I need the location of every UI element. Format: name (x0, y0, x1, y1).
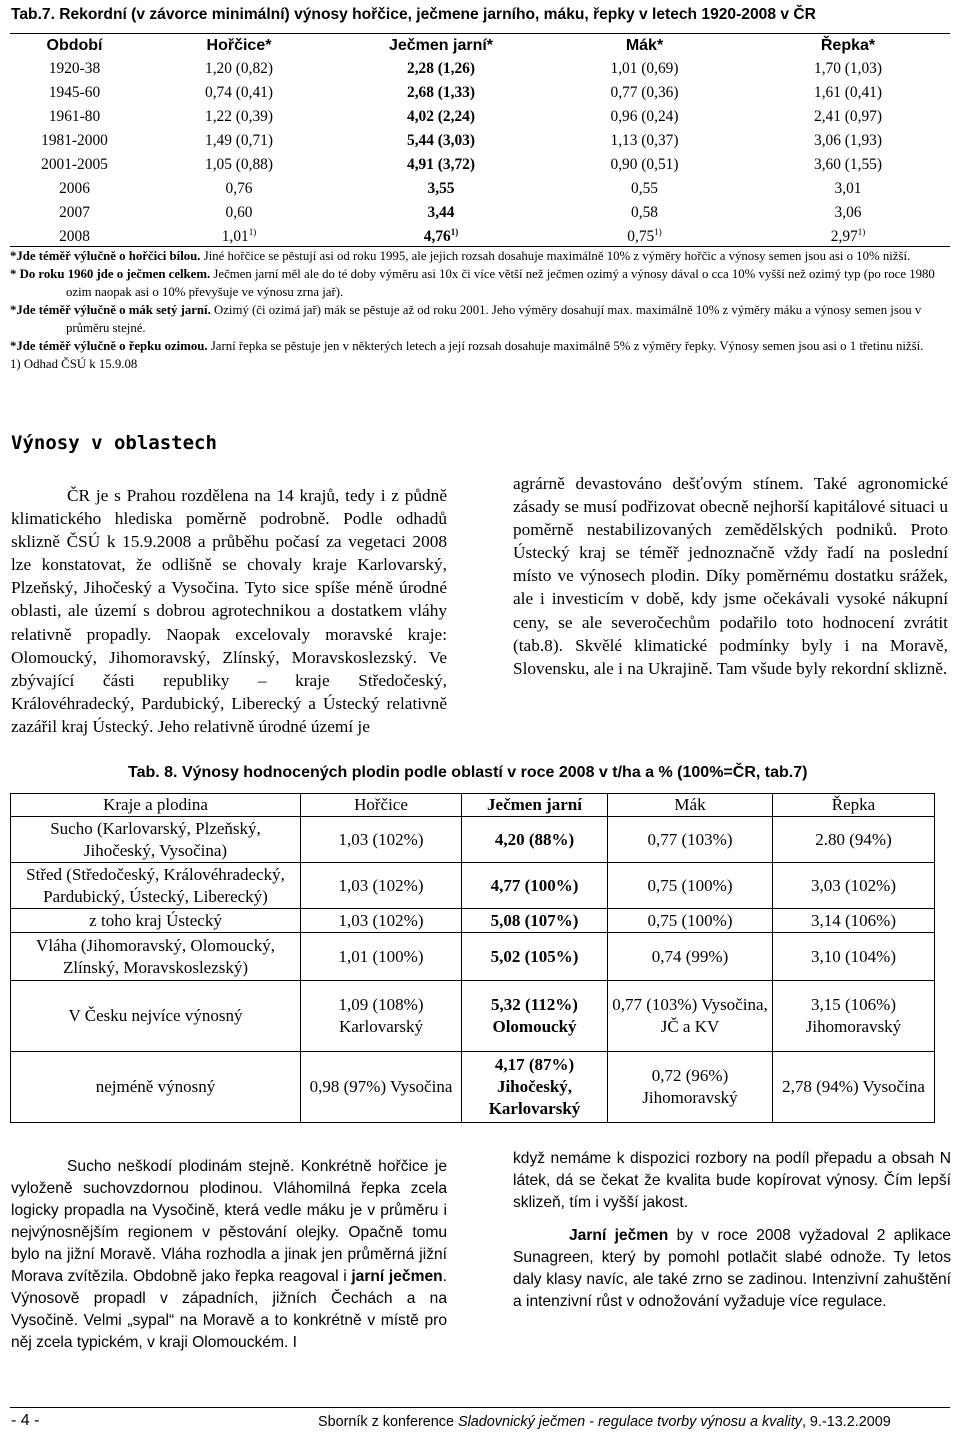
table7-header-cell: Období (46, 37, 103, 54)
table7-cell: 0,76 (225, 180, 253, 197)
table7-cell: 2001-2005 (41, 156, 108, 173)
table7-cell: 0,74 (0,41) (205, 84, 273, 101)
table8-cell: 5,02 (105%) (462, 933, 608, 981)
note-text: Jarní řepka se pěstuje jen v některých letech a její rozsah dosahuje maximálně 5% z výměry řepky. Výnosy semen jsou asi o 1 třetinu nižší. (207, 339, 924, 353)
table-row (11, 863, 935, 909)
note-text: Ječmen jarní měl ale do té doby výměru asi 10x či více větší než ječmen ozimý a výnosy dával o cca 10% vyšší než ozimý typ (po roce 1980 ozim naopak asi o 10% převyšuje ve výnosu zrna jař). (66, 267, 935, 299)
body-text-right-lower (513, 1148, 951, 1313)
paragraph-text: Sucho neškodí plodinám stejně. Konkrétně hořčice je vyloženě suchovzdornou plodinou. Vláhomilná řepka zcela logicky propadla na Vysočině, která vedle máku je v průměru i nejvýnosnějším regionem v pěstování olejky. Opačně tomu bylo na jižní Moravě. Vláha rozhodla a jinak jen průměrná jižní Morava zvítězila. Obdobně jako řepka reagoval i (11, 1158, 447, 1285)
table7-notes (10, 247, 955, 373)
section-heading: Výnosy v oblastech (11, 432, 217, 454)
table7-cell: 3,44 (427, 204, 455, 221)
note (10, 301, 955, 337)
note-text: Jiné hořčice se pěstují asi od roku 1995, ale jejich rozsah dosahuje maximálně 10% z výměry hořčic a výnosy semen jsou asi o 10% nižší. (200, 249, 911, 263)
footer-title: Sladovnický ječmen - regulace tvorby výnosu a kvality (458, 1414, 802, 1430)
table7-cell: 4,02 (2,24) (407, 108, 475, 125)
table7-cell: 1920-38 (48, 60, 101, 77)
body-text-left-lower (11, 1156, 447, 1354)
table8-cell: 3,10 (104%) (773, 933, 935, 981)
table7-cell: 2008 (59, 228, 90, 245)
cell-value: 1,01 (221, 228, 249, 245)
table8-cell: nejméně výnosný (11, 1052, 301, 1123)
table7-cell: 3,06 (834, 204, 862, 221)
footnote-marker: 1) (450, 227, 459, 237)
table8-header-cell: Kraje a plodina (11, 794, 301, 817)
note (10, 355, 955, 373)
table7-cell: 5,44 (3,03) (407, 132, 475, 149)
paragraph-text: by v roce 2008 vyžadoval 2 aplikace Sunagreen, který by pomohl potlačit slabé odnože. Ty letos daly klasy navíc, ale také zrno se zadinou. Intenzivní zahuštění a intenzivní růst v odnožování vyžaduje více regulace. (513, 1227, 951, 1310)
table7-cell: 2006 (59, 180, 90, 197)
table8 (10, 793, 935, 1123)
cell-value: 2,97 (830, 228, 858, 245)
table7-cell: 1961-80 (48, 108, 101, 125)
table8-title: Tab. 8. Výnosy hodnocených plodin podle oblastí v roce 2008 v t/ha a % (100%=ČR, tab.7) (128, 764, 808, 781)
body-text-right: agrárně devastováno dešťovým stínem. Také agronomické zásady se musí podřizovat obecně nejhorší kapitálové situaci u poměrně nestabilizovaných zemědělských podniků. Proto Ústecký kraj se téměř jednoznačně vždy řadí na poslední místo ve výnosech plodin. Díky poměrnému dostatku srážek, ale i investicím v době, kdy jsme očekávali vysoké nákupní ceny, se ale severočechům podařilo toto hodnocení zvrátit (tab.8). Skvělé klimatické podmínky byly i na Moravě, Slovensku, ale i na Ukrajině. Tam všude byly rekordní sklizně. (513, 474, 948, 678)
table7-cell: 2007 (59, 204, 90, 221)
table7-cell: 1,49 (0,71) (205, 132, 273, 149)
table7-cell: 2,68 (1,33) (407, 84, 475, 101)
table8-cell: 4,77 (100%) (462, 863, 608, 909)
table-row (10, 81, 950, 105)
paragraph-bold: Jarní ječmen (569, 1227, 669, 1244)
footnote-marker: 1) (248, 227, 257, 237)
table7-cell: 3,60 (1,55) (814, 156, 882, 173)
table7-cell: 1,61 (0,41) (814, 84, 882, 101)
footer-prefix: Sborník z konference (318, 1414, 458, 1430)
table7-cell: 3,55 (427, 180, 455, 197)
table8-cell: 5,32 (112%) Olomoucký (462, 981, 608, 1052)
table8-cell: Sucho (Karlovarský, Plzeňský, Jihočeský, Vysočina) (11, 817, 301, 863)
table-row (11, 1052, 935, 1123)
table7-cell: 0,96 (0,24) (610, 108, 679, 125)
cell-value: 4,76 (423, 228, 451, 245)
table7-header-row (10, 34, 950, 57)
table7-cell: 2,41 (0,97) (814, 108, 882, 125)
table8-cell: 3,14 (106%) (773, 909, 935, 933)
table8-cell: 1,03 (102%) (301, 817, 462, 863)
table8-cell: 0,74 (99%) (608, 933, 773, 981)
table-row (10, 201, 950, 225)
table7-cell: 0,90 (0,51) (610, 156, 679, 173)
paragraph: když nemáme k dispozici rozbory na podíl přepadu a obsah N látek, dá se čekat že kvalita bude kopírovat výnosy. Čím lepší sklizeň, tím i vyšší jakost. (513, 1150, 951, 1211)
footnote-marker: 1) (654, 227, 662, 237)
table7-cell: 1,01 (0,69) (610, 60, 679, 77)
table8-cell: 1,03 (102%) (301, 909, 462, 933)
footer-suffix: , 9.-13.2.2009 (801, 1414, 891, 1430)
table-row (11, 981, 935, 1052)
table7-cell: 3,01 (834, 180, 862, 197)
table8-cell: 2,78 (94%) Vysočina (773, 1052, 935, 1123)
table7-cell: 0,60 (225, 204, 253, 221)
table8-cell: 0,77 (103%) (608, 817, 773, 863)
table7-cell: 0,58 (631, 204, 658, 221)
table-row (10, 153, 950, 177)
table7-title: Tab.7. Rekordní (v závorce minimální) výnosy hořčice, ječmene jarního, máku, řepky v letech 1920-2008 v ČR (11, 6, 816, 23)
note-bold: *Jde téměř výlučně o řepku ozimou. (10, 339, 208, 353)
paragraph-bold: jarní ječmen (351, 1268, 443, 1285)
table7-cell: 1,13 (0,37) (610, 132, 679, 149)
table7-cell: 1,05 (0,88) (205, 156, 273, 173)
table8-cell: 3,03 (102%) (773, 863, 935, 909)
table8-cell: 4,17 (87%) Jihočeský, Karlovarský (462, 1052, 608, 1123)
table8-cell: 5,08 (107%) (462, 909, 608, 933)
table8-cell: 0,77 (103%) Vysočina, JČ a KV (608, 981, 773, 1052)
note-bold: *Jde téměř výlučně o mák setý jarní. (10, 303, 211, 317)
table7-cell: 1,20 (0,82) (205, 60, 273, 77)
table8-cell: 1,09 (108%) Karlovarský (301, 981, 462, 1052)
table-row (11, 909, 935, 933)
table8-cell: Vláha (Jihomoravský, Olomoucký, Zlínský, Moravskoslezský) (11, 933, 301, 981)
table7 (10, 34, 950, 249)
table8-header-cell: Mák (608, 794, 773, 817)
paragraph-text: . Výnosově propadl v západních, jižních Čechách a na Vysočině. Velmi „sypal“ na Moravě a to konkrétně v místě pro něj zcela typickém, v kraji Olomouckém. I (11, 1268, 448, 1351)
note-bold: *Jde téměř výlučně o hořčici bílou. (10, 249, 201, 263)
table8-header-cell: Ječmen jarní (462, 794, 608, 817)
table8-header-cell: Hořčice (301, 794, 462, 817)
table8-cell: 1,03 (102%) (301, 863, 462, 909)
footer-rule (10, 1407, 950, 1408)
table8-cell: 2.80 (94%) (773, 817, 935, 863)
table8-cell: z toho kraj Ústecký (11, 909, 301, 933)
table8-cell: 3,15 (106%) Jihomoravský (773, 981, 935, 1052)
page-number: - 4 - (11, 1412, 40, 1429)
table-row (11, 933, 935, 981)
table8-cell: V Česku nejvíce výnosný (11, 981, 301, 1052)
table8-cell: Střed (Středočeský, Královéhradecký, Pardubický, Ústecký, Liberecký) (11, 863, 301, 909)
table-row (10, 129, 950, 153)
table7-cell: 2,28 (1,26) (407, 60, 475, 77)
table7-cell: 1945-60 (48, 84, 101, 101)
body-text-left: ČR je s Prahou rozdělena na 14 krajů, tedy i z půdně klimatického hlediska poměrně podrobně. Podle odhadů sklizně ČSÚ k 15.9.2008 a průběhu počasí za vegetaci 2008 lze konstatovat, že odlišně se chovaly kraje Karlovarský, Plzeňský, Jihočeský a Vysočina. Tyto sice spíše méně úrodné oblasti, ale území s dobrou agrotechnikou a dostatkem vláhy relativně propadly. Naopak excelovaly moravské kraje: Olomoucký, Jihomoravský, Zlínský, Moravskoslezský. Ve zbývající části republiky – kraje Středočeský, Královéhradecký, Pardubický, Liberecký a Ústecký relativně zazářil kraj Ústecký. Jeho relativně úrodné území je (11, 486, 447, 736)
table7-cell: 3,06 (1,93) (814, 132, 882, 149)
table-row (10, 57, 950, 81)
table7-header-cell: Mák* (625, 37, 664, 54)
table7-cell: 0,55 (631, 180, 658, 197)
table8-header-cell: Řepka (773, 794, 935, 817)
table7-cell: 4,91 (3,72) (407, 156, 475, 173)
note (10, 247, 955, 265)
table7-cell: 0,77 (0,36) (610, 84, 679, 101)
table7-cell: 1981-2000 (41, 132, 108, 149)
table8-cell: 0,98 (97%) Vysočina (301, 1052, 462, 1123)
note-text: Ozimý (či ozimá jař) mák se pěstuje až od roku 2001. Jeho výměry dosahují max. maximálně 10% z výměry máku a výnosy semen jsou v průměru stejné. (66, 303, 922, 335)
note-bold: * Do roku 1960 jde o ječmen celkem. (10, 267, 211, 281)
table8-cell: 0,75 (100%) (608, 863, 773, 909)
table8-cell: 0,75 (100%) (608, 909, 773, 933)
footer-citation (318, 1414, 891, 1430)
note-text: 1) Odhad ČSÚ k 15.9.08 (10, 357, 138, 371)
table-row (11, 817, 935, 863)
table7-cell: 1,70 (1,03) (814, 60, 882, 77)
table8-cell: 0,72 (96%) Jihomoravský (608, 1052, 773, 1123)
cell-value: 0,75 (627, 228, 655, 245)
table8-cell: 1,01 (100%) (301, 933, 462, 981)
note (10, 265, 955, 301)
footnote-marker: 1) (857, 227, 866, 237)
table-row (10, 177, 950, 201)
table-row (10, 105, 950, 129)
table8-header-row (11, 794, 935, 817)
table7-header-cell: Hořčice* (206, 37, 272, 54)
table8-cell: 4,20 (88%) (462, 817, 608, 863)
table7-header-cell: Ječmen jarní* (388, 37, 494, 54)
table7-cell: 1,22 (0,39) (205, 108, 273, 125)
note (10, 337, 955, 355)
table7-header-cell: Řepka* (820, 37, 876, 54)
paragraph (513, 1225, 951, 1313)
